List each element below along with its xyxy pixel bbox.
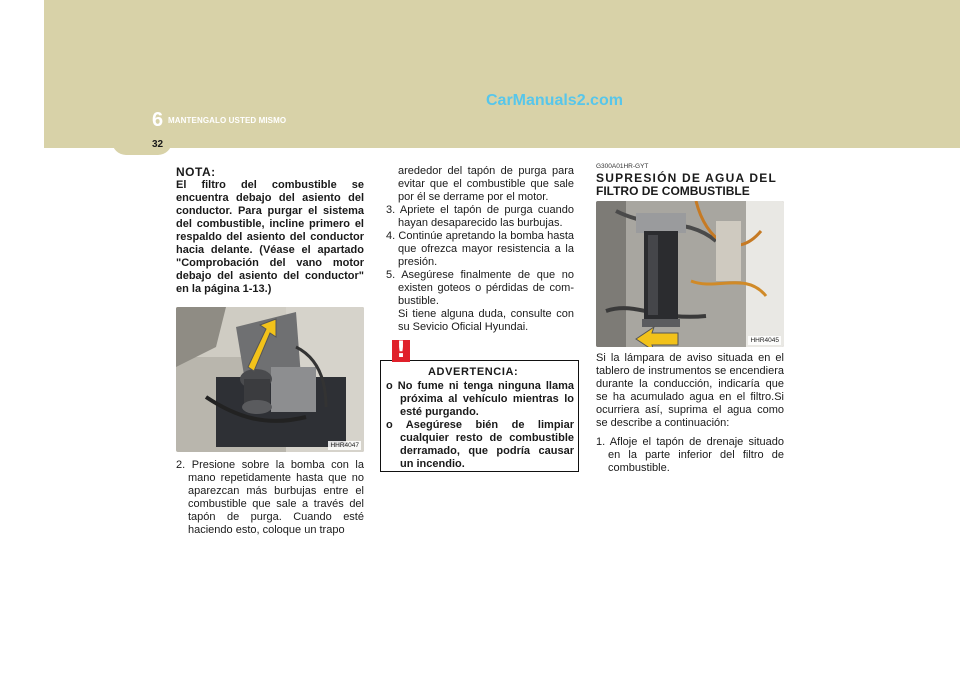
warning-title: ADVERTENCIA: xyxy=(428,366,519,378)
step-1: 1. Afloje el tapón de drenaje situado en la parte inferior del filtro de combustible. xyxy=(596,436,784,474)
nota-block xyxy=(176,166,364,296)
warning-item: o Asegúrese bién de limpiar cualquier resto de combustible derramado, que podría causar un incendio. xyxy=(386,419,574,470)
warning-icon: ! xyxy=(392,340,410,362)
step-2-block xyxy=(176,459,364,537)
step-2-continued: arededor del tapón de purga para evitar que el combustible que sale por él se derrame por el motor. xyxy=(398,165,574,203)
step-3: 3. Apriete el tapón de purga cuando hayan desaparecido las burbujas. xyxy=(386,204,574,229)
step-2: 2. Presione sobre la bomba con la mano repetidamente hasta que no aparezcan más burbujas entre el combustible que sale a través del tapón de purga. Cuando esté haciendo esto, coloque un trapo xyxy=(176,459,364,536)
section-title-line-1: SUPRESIÓN DE AGUA DEL xyxy=(596,171,777,185)
site-banner-link[interactable]: CarManuals2.com xyxy=(486,92,623,109)
warning-list xyxy=(386,380,574,471)
header-band xyxy=(44,0,960,148)
chapter-number: 6 xyxy=(152,109,164,131)
page-number: 32 xyxy=(152,139,164,150)
nota-title: NOTA: xyxy=(176,165,216,179)
photo-code: HHR4047 xyxy=(330,442,359,449)
section-code: G300A01HR-GYT xyxy=(596,163,649,170)
fuel-filter-photo xyxy=(596,201,784,347)
warning-item: o No fume ni tenga ninguna llama próxima al vehículo mientras lo esté purgando. xyxy=(386,380,574,418)
step-5: 5. Asegúrese finalmente de que no existen goteos o pérdidas de com-bustible. xyxy=(386,269,574,307)
section-title xyxy=(596,172,786,198)
photo-code: HHR4045 xyxy=(750,337,779,344)
step-5-extra: Si tiene alguna duda, consulte con su Sevicio Oficial Hyundai. xyxy=(398,308,574,333)
step-4: 4. Continúe apretando la bomba hasta que ofrezca mayor resistencia a la presión. xyxy=(386,230,574,268)
section-title-line-2: FILTRO DE COMBUSTIBLE xyxy=(596,184,750,198)
right-body-text: Si la lámpara de aviso situada en el tablero de instrumentos se encendiera durante la conducción, indicaría que se ha acumulado agua en el filtro.Si ocurriera así, suprima el agua como se describe a continuación: xyxy=(596,352,784,429)
right-body-block xyxy=(596,352,784,475)
fuel-pump-photo xyxy=(176,307,364,452)
steps-block xyxy=(386,165,574,334)
chapter-title: MANTENGALO USTED MISMO xyxy=(168,116,287,125)
nota-body: El filtro del combustible se encuentra debajo del asiento del conductor. Para purgar el sistema del combustible, incline primero el respaldo del asiento del conductor hacia delante. (Véase el apartado "Comprobación del vano motor debajo del asiento del conductor" en la página 1-13.) xyxy=(176,179,364,295)
